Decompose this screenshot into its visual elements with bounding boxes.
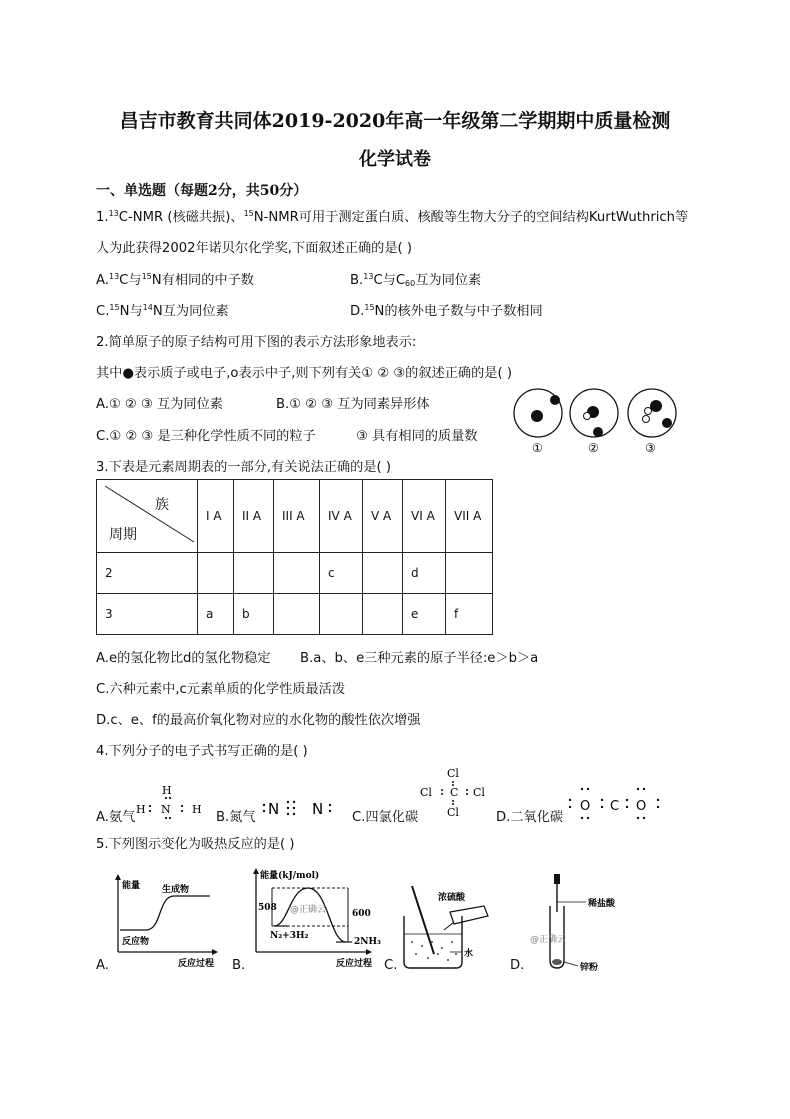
table-row <box>97 553 493 594</box>
svg-text:O: O <box>636 799 647 814</box>
q4-option-d: D.二氧化碳 <box>496 810 564 825</box>
group-header: VI A <box>403 480 446 553</box>
svg-text:N₂+3H₂: N₂+3H₂ <box>270 931 309 941</box>
svg-text:N: N <box>268 800 280 818</box>
table-cell <box>320 594 363 635</box>
q4-option-a: A.氨气 <box>96 810 136 825</box>
group-header: VII A <box>446 480 493 553</box>
table-cell <box>198 553 234 594</box>
svg-text:N: N <box>161 803 171 816</box>
svg-text:浓硫酸: 浓硫酸 <box>438 893 466 903</box>
atom-structure-figure <box>505 388 685 458</box>
svg-text:Cl: Cl <box>447 806 459 819</box>
table-cell <box>234 553 274 594</box>
nitrogen-electron-formula <box>262 796 342 822</box>
apparatus-c <box>398 882 498 974</box>
group-header: II A <box>234 480 274 553</box>
table-cell: d <box>403 553 446 594</box>
section-heading: 一、单选题（每题2分，共50分） <box>96 183 308 199</box>
table-row <box>97 594 493 635</box>
svg-text:能量: 能量 <box>122 881 141 891</box>
svg-text:反应过程: 反应过程 <box>336 959 373 969</box>
q5-stem: 5.下列图示变化为吸热反应的是( ) <box>96 837 295 852</box>
page-subtitle: 化学试卷 <box>359 149 431 170</box>
svg-text:Cl: Cl <box>473 786 485 799</box>
energy-diagram-b <box>244 866 381 970</box>
period-cell: 3 <box>97 594 198 635</box>
co2-electron-formula <box>566 780 662 824</box>
q4-option-c: C.四氯化碳 <box>352 810 419 825</box>
q2-stem-line2: 其中●表示质子或电子,o表示中子,则下列有关① ② ③的叙述正确的是( ) <box>96 366 512 381</box>
group-header: V A <box>363 480 403 553</box>
table-cell <box>446 553 493 594</box>
svg-text:508: 508 <box>258 903 277 913</box>
svg-text:600: 600 <box>352 909 371 919</box>
group-header: IV A <box>320 480 363 553</box>
q3-option-c: C.六种元素中,c元素单质的化学性质最活泼 <box>96 682 346 697</box>
q1-option-a: A.$^{13}$C与$^{15}$N有相同的中子数 <box>96 272 254 288</box>
svg-text:能量(kJ/mol): 能量(kJ/mol) <box>260 871 320 881</box>
svg-text:水: 水 <box>464 949 474 959</box>
q2-option-d: ③ 具有相同的质量数 <box>356 429 478 444</box>
table-cell <box>363 553 403 594</box>
q3-option-a: A.e的氢化物比d的氢化物稳定 <box>96 651 271 666</box>
svg-text:Cl: Cl <box>420 786 432 799</box>
svg-text:稀盐酸: 稀盐酸 <box>588 899 616 909</box>
q2-option-c: C.① ② ③ 是三种化学性质不同的粒子 <box>96 429 316 444</box>
svg-text:反应物: 反应物 <box>122 937 150 947</box>
svg-text:反应过程: 反应过程 <box>178 959 215 969</box>
svg-text:生成物: 生成物 <box>162 885 190 895</box>
q5-option-a: A. <box>96 958 109 973</box>
atom-2 <box>570 389 618 437</box>
table-cell: b <box>234 594 274 635</box>
q2-option-b: B.① ② ③ 互为同素异形体 <box>276 397 430 412</box>
atom-label-1: ① <box>532 441 543 455</box>
svg-text:2NH₃: 2NH₃ <box>354 937 381 947</box>
atom-1 <box>514 389 562 437</box>
energy-diagram-a <box>110 872 222 970</box>
svg-text:C: C <box>610 799 620 814</box>
periodic-table-excerpt <box>96 479 493 635</box>
q2-stem-line1: 2.简单原子的原子结构可用下图的表示方法形象地表示: <box>96 335 417 350</box>
svg-text:H: H <box>136 803 146 816</box>
atom-label-2: ② <box>588 441 599 455</box>
q4-stem: 4.下列分子的电子式书写正确的是( ) <box>96 744 308 759</box>
atom-3 <box>628 389 676 437</box>
page-title: 昌吉市教育共同体2019-2020年高一年级第二学期期中质量检测 <box>119 110 671 132</box>
q1-stem-line1: 1.13C-NMR (核磁共振)、$^{15}$N-NMR可用于测定蛋白质、核酸等生物大分子的空间结构KurtWuthrich等 <box>96 209 689 225</box>
ammonia-electron-formula <box>136 778 216 828</box>
q1-option-b: B.$^{13}$C与$C_{60}$互为同位素 <box>350 272 482 288</box>
q5-option-b: B. <box>232 958 246 973</box>
q1-option-d: D.$^{15}$N的核外电子数与中子数相同 <box>350 303 543 319</box>
table-header-corner: 族 周期 <box>97 480 198 553</box>
svg-text:@正确云: @正确云 <box>290 905 327 915</box>
svg-text:@正确云: @正确云 <box>530 935 567 945</box>
svg-text:C: C <box>450 786 459 799</box>
q5-option-d: D. <box>510 958 525 973</box>
q4-option-b: B.氮气 <box>216 810 256 825</box>
svg-text:H: H <box>162 784 172 797</box>
table-cell: f <box>446 594 493 635</box>
q5-option-c: C. <box>384 958 398 973</box>
table-cell: a <box>198 594 234 635</box>
table-cell <box>274 594 320 635</box>
svg-text:O: O <box>580 799 591 814</box>
q1-option-c: C.$^{15}$N与$^{14}$N互为同位素 <box>96 303 229 319</box>
period-cell: 2 <box>97 553 198 594</box>
svg-text:Cl: Cl <box>447 767 459 780</box>
table-cell: e <box>403 594 446 635</box>
q3-stem: 3.下表是元素周期表的一部分,有关说法正确的是( ) <box>96 460 392 475</box>
apparatus-d <box>528 872 638 972</box>
atom-label-3: ③ <box>645 441 656 455</box>
q2-option-a: A.① ② ③ 互为同位素 <box>96 397 223 412</box>
ccl4-electron-formula <box>420 764 500 820</box>
svg-text:锌粉: 锌粉 <box>580 963 599 973</box>
table-cell: c <box>320 553 363 594</box>
table-cell <box>274 553 320 594</box>
table-cell <box>363 594 403 635</box>
q1-stem-line2: 人为此获得2002年诺贝尔化学奖,下面叙述正确的是( ) <box>96 241 412 256</box>
svg-text:N: N <box>312 800 324 818</box>
group-header: III A <box>274 480 320 553</box>
group-header: I A <box>198 480 234 553</box>
svg-text:H: H <box>192 803 202 816</box>
q3-option-d: D.c、e、f的最高价氧化物对应的水化物的酸性依次增强 <box>96 713 421 728</box>
q3-option-b: B.a、b、e三种元素的原子半径:e＞b＞a <box>300 651 539 666</box>
